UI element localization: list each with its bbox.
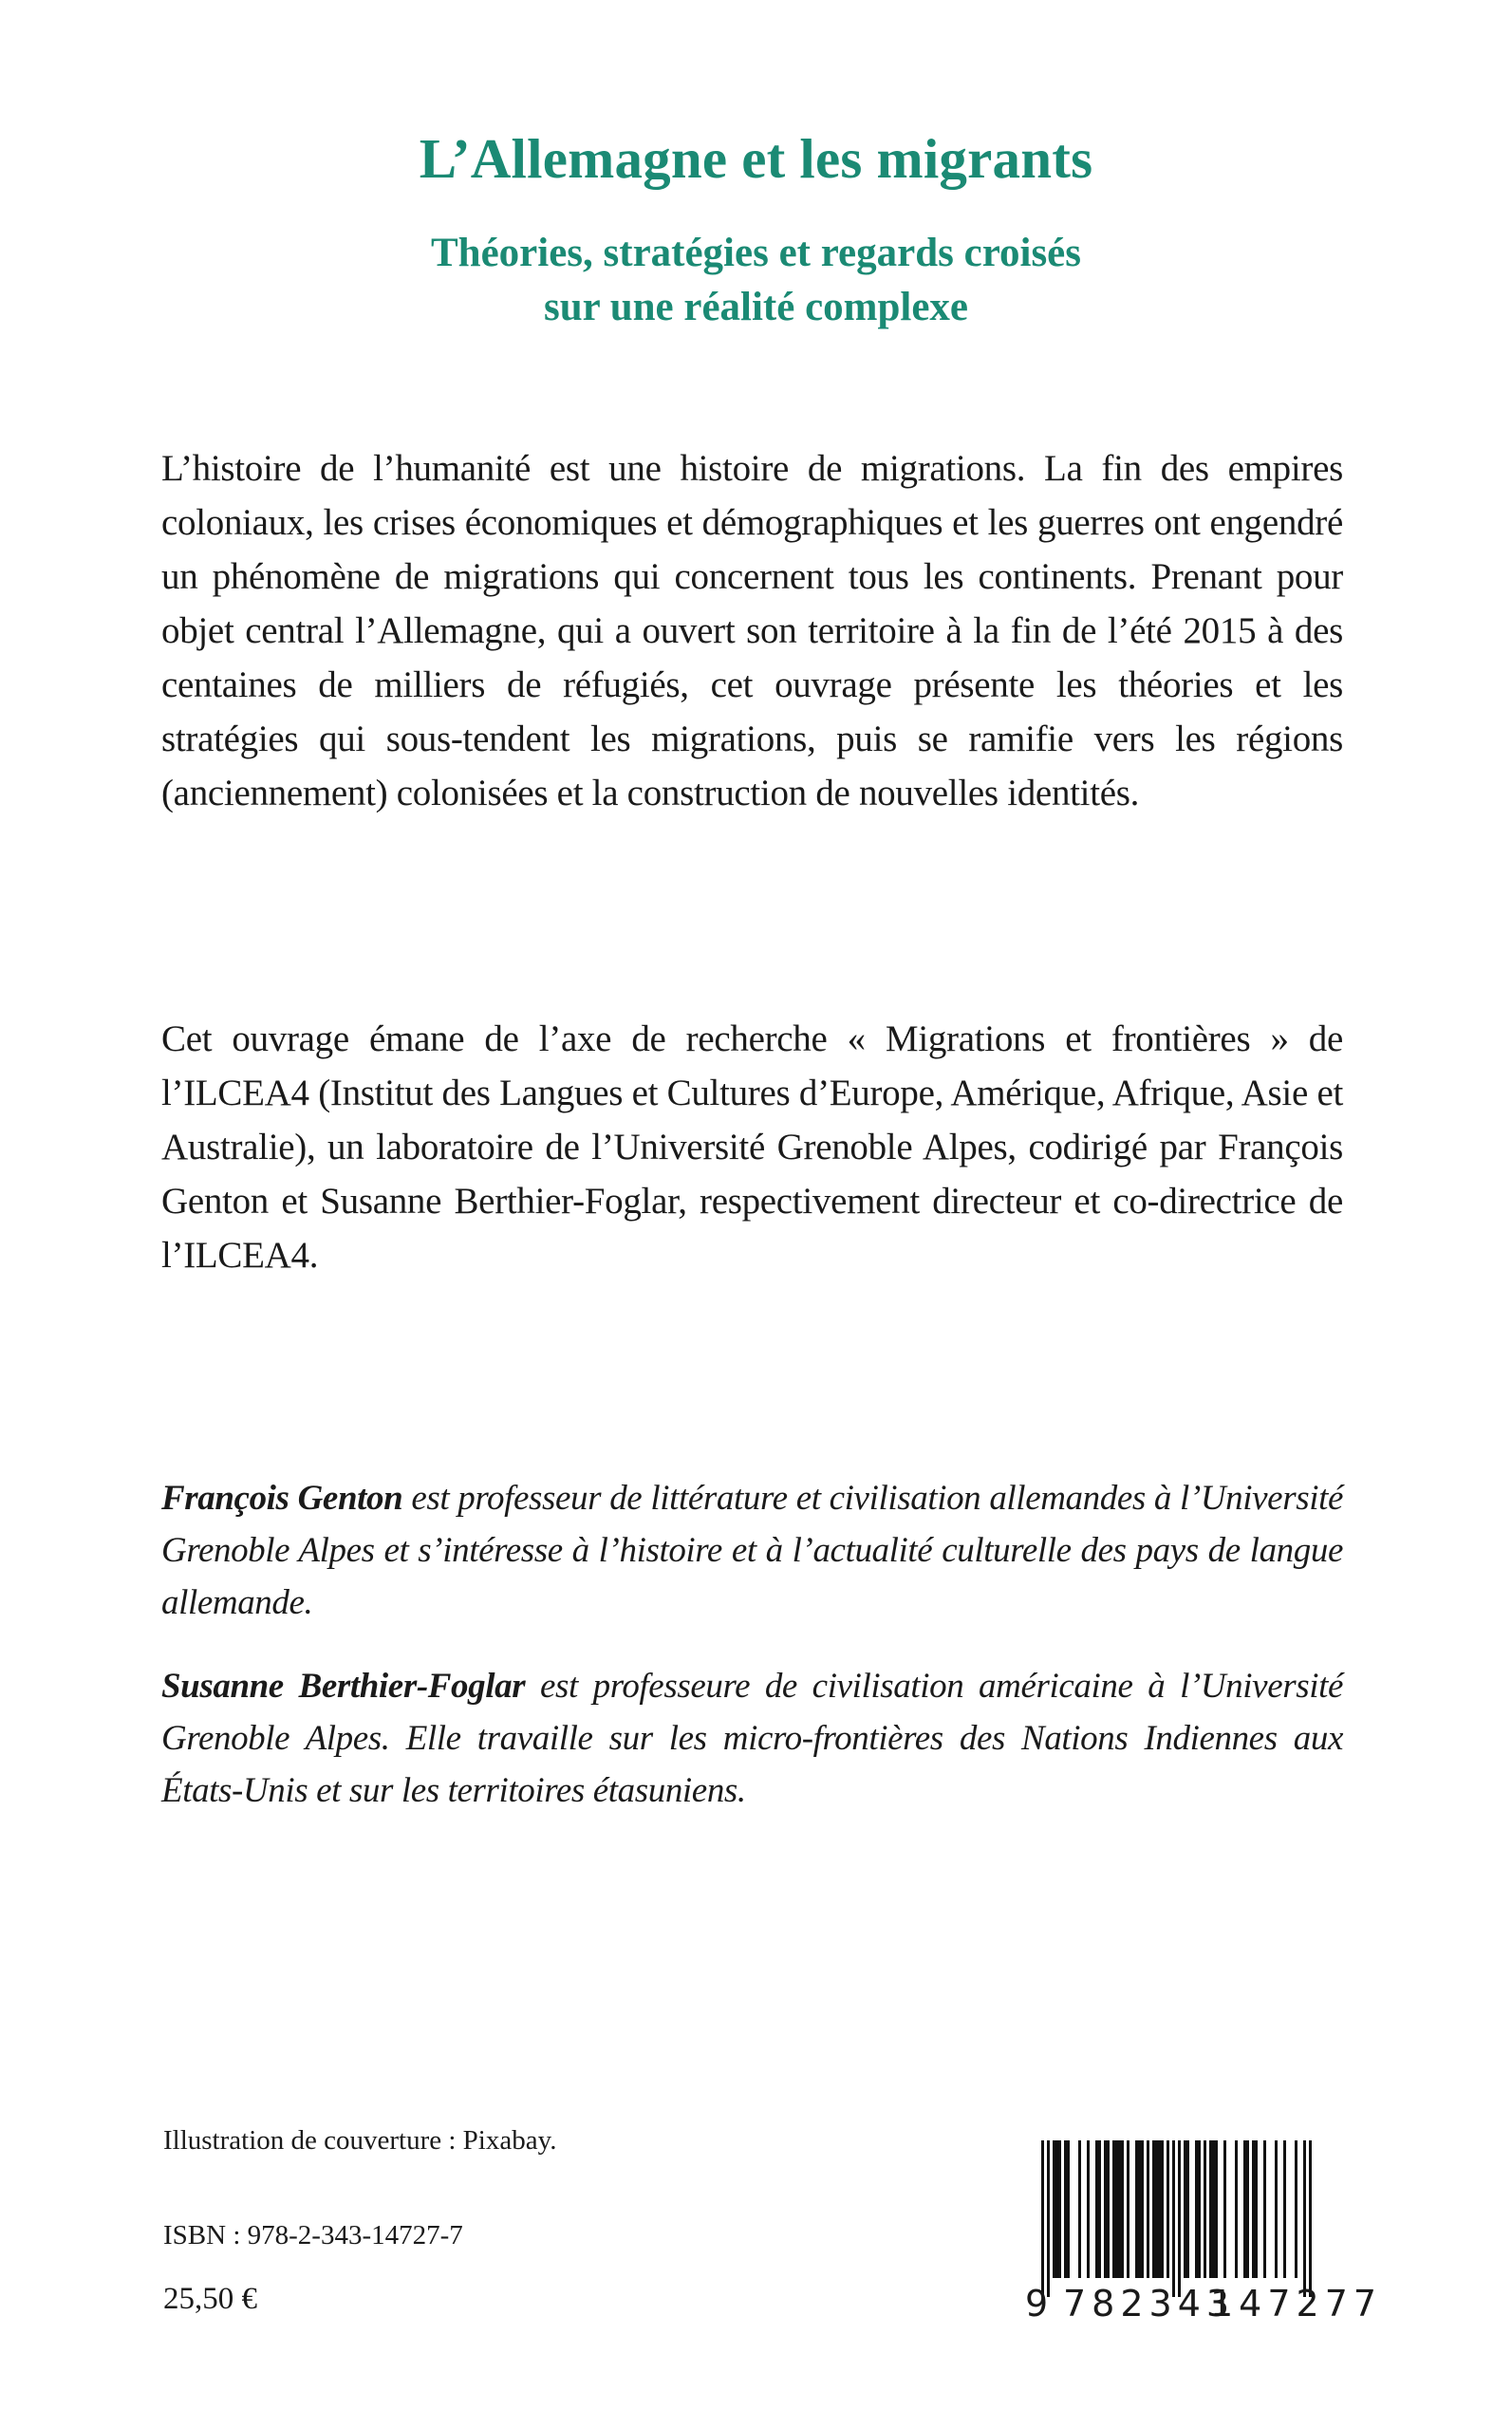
author-name: François Genton	[161, 1479, 403, 1518]
barcode-bar	[1243, 2140, 1249, 2278]
book-title: L’Allemagne et les migrants	[419, 127, 1093, 190]
barcode-bar	[1223, 2140, 1226, 2278]
barcode-bar	[1195, 2140, 1201, 2278]
barcode-bar	[1112, 2140, 1124, 2278]
barcode-bar	[1172, 2140, 1175, 2297]
barcode-bar	[1303, 2140, 1306, 2297]
price: 25,50 €	[163, 2282, 257, 2316]
barcode-digits-left: 782343	[1063, 2283, 1236, 2325]
book-subtitle	[0, 226, 1512, 334]
author-bio-2	[161, 1660, 1343, 1817]
barcode-bar	[1053, 2140, 1061, 2278]
barcode-bar	[1167, 2140, 1169, 2278]
author-bio-1	[161, 1472, 1343, 1629]
ean13-barcode-icon	[1020, 2140, 1343, 2302]
barcode-bar	[1135, 2140, 1144, 2278]
barcode-bar	[1275, 2140, 1278, 2278]
author-name: Susanne Berthier-Foglar	[161, 1667, 526, 1706]
barcode-bar	[1283, 2140, 1286, 2278]
barcode-digits-right: 147277	[1210, 2283, 1383, 2325]
illustration-credit: Illustration de couverture : Pixabay.	[163, 2125, 557, 2156]
author-bio-text: est professeur de littérature et civilisation allemandes à l’Université Grenoble Alpes et s’intéresse à l’histoire et à l’actualité culturelle des pays de langue allemande.	[161, 1479, 1343, 1622]
author-bio-text: est professeure de civilisation américaine à l’Université Grenoble Alpes. Elle travaille sur les micro-frontières des Nations Indiennes aux États-Unis et sur les territoires étasuniens.	[161, 1667, 1343, 1810]
barcode-bar	[1263, 2140, 1266, 2278]
barcode-bar	[1295, 2140, 1297, 2278]
barcode-digits	[1025, 2283, 1383, 2330]
barcode-bar	[1252, 2140, 1258, 2278]
summary-paragraph-2: Cet ouvrage émane de l’axe de recherche « Migrations et frontières » de l’ILCEA4 (Institut des Langues et Cultures d’Europe, Amérique, Afrique, Asie et Australie), un laboratoire de l’Université Grenoble Alpes, codirigé par François Genton et Susanne Berthier-Foglar, respectivement directeur et co-directrice de l’ILCEA4.	[161, 1018, 1343, 1276]
barcode-bar	[1064, 2140, 1070, 2278]
barcode-bars	[1020, 2140, 1343, 2302]
barcode-bar	[1147, 2140, 1149, 2278]
barcode-bar	[1104, 2140, 1110, 2278]
subtitle-line-1: Théories, stratégies et regards croisés	[430, 231, 1082, 275]
isbn-number: ISBN : 978-2-343-14727-7	[163, 2220, 463, 2250]
barcode-bar	[1178, 2140, 1181, 2297]
barcode-bar	[1204, 2140, 1206, 2278]
barcode-bar	[1087, 2140, 1090, 2278]
barcode-bar	[1127, 2140, 1129, 2278]
barcode-bar	[1209, 2140, 1218, 2278]
barcode-bar	[1235, 2140, 1238, 2278]
barcode-bar	[1095, 2140, 1101, 2278]
barcode-bar	[1078, 2140, 1081, 2278]
subtitle-line-2: sur une réalité complexe	[543, 285, 969, 329]
summary-paragraph-1: L’histoire de l’humanité est une histoire de migrations. La fin des empires coloniaux, les crises économiques et démographiques et les guerres ont engendré un phénomène de migrations qui concernent tous les continents. Prenant pour objet central l’Allemagne, qui a ouvert son territoire à la fin de l’été 2015 à des centaines de milliers de réfugiés, cet ouvrage présente les théories et les stratégies qui sous-tendent les migrations, puis se ramifie vers les régions (anciennement) colonisées et la construction de nouvelles identités.	[161, 448, 1343, 813]
barcode-digit-first: 9	[1025, 2283, 1055, 2325]
barcode-bar	[1152, 2140, 1164, 2278]
barcode-bar	[1041, 2140, 1044, 2297]
barcode-bar	[1047, 2140, 1050, 2297]
barcode-bar	[1184, 2140, 1189, 2278]
barcode-bar	[1309, 2140, 1312, 2297]
